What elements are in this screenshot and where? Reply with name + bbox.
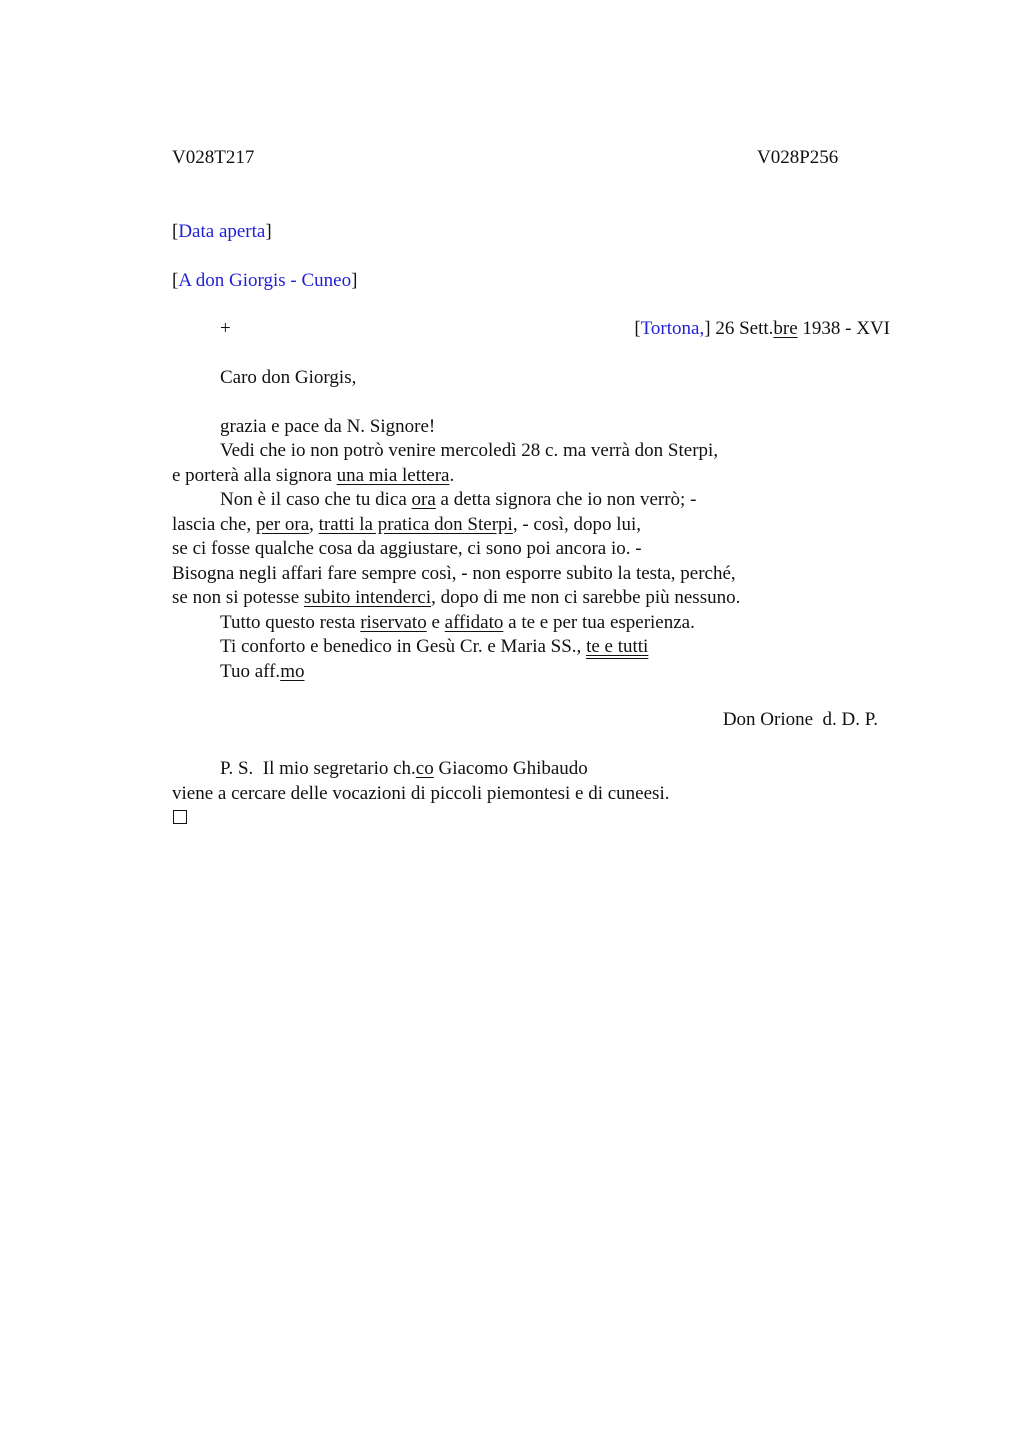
end-box-icon xyxy=(173,810,187,824)
body-line-7: Bisogna negli affari fare sempre così, - non esporre subito la testa, perché, xyxy=(172,563,736,584)
body-line-3-a: e porterà alla signora xyxy=(172,465,337,486)
body-line-9-underlined-1: riservato xyxy=(360,612,427,633)
postscript-line-1-b: Giacomo Ghibaudo xyxy=(433,758,588,779)
body-line-10 xyxy=(220,635,648,659)
dateline-date-sup: bre xyxy=(773,318,798,339)
body-line-5 xyxy=(172,513,641,537)
body-line-5-c: , - così, dopo lui, xyxy=(512,514,642,535)
body-line-8-a: se non si potesse xyxy=(172,587,304,608)
date-note-text: Data aperta xyxy=(178,221,266,242)
body-line-3-b: . xyxy=(449,465,455,486)
salutation: Caro don Giorgis, xyxy=(220,367,357,388)
postscript-line-1-underlined: co xyxy=(415,758,434,779)
postscript-line-2: viene a cercare delle vocazioni di piccoli piemontesi e di cuneesi. xyxy=(172,783,670,804)
recipient-note: [A don Giorgis - Cuneo] xyxy=(172,270,358,291)
dateline-date-post: 1938 - XVI xyxy=(802,318,890,339)
closing-line-a: Tuo aff. xyxy=(220,661,281,682)
body-line-9-b: e xyxy=(426,612,445,633)
body-line-5-a: lascia che, xyxy=(172,514,256,535)
closing-line xyxy=(220,660,304,684)
body-line-1: grazia e pace da N. Signore! xyxy=(220,416,436,437)
body-line-8-underlined: subito intenderci xyxy=(303,587,432,608)
dateline-date-pre: 26 Sett. xyxy=(715,318,774,339)
body-line-9 xyxy=(220,611,695,635)
dateline: [Tortona,] 26 Sett.bre 1938 - XVI xyxy=(634,318,890,339)
postscript-line-1 xyxy=(220,757,588,781)
signature: Don Orione d. D. P. xyxy=(722,709,878,730)
body-line-10-a: Ti conforto e benedico in Gesù Cr. e Maria SS., xyxy=(220,636,587,657)
body-line-4-underlined: ora xyxy=(411,489,436,510)
body-line-5-underlined-2: tratti la pratica don Sterpi xyxy=(318,514,513,535)
body-line-3-underlined: una mia lettera xyxy=(336,465,450,486)
closing-line-underlined: mo xyxy=(280,661,305,682)
body-line-6: se ci fosse qualche cosa da aggiustare, ci sono poi ancora io. - xyxy=(172,538,642,559)
date-note: [Data aperta] xyxy=(172,221,272,242)
body-line-8 xyxy=(172,586,740,610)
document-code-right: V028P256 xyxy=(757,147,839,168)
body-line-3 xyxy=(172,464,454,488)
body-line-10-double-underlined: te e tutti xyxy=(586,636,649,657)
body-line-5-underlined-1: per ora xyxy=(255,514,310,535)
body-line-4 xyxy=(220,488,696,512)
document-code-left: V028T217 xyxy=(172,147,255,168)
cross-mark: + xyxy=(220,318,231,339)
body-line-9-underlined-2: affidato xyxy=(444,612,504,633)
body-line-8-b: , dopo di me non ci sarebbe più nessuno. xyxy=(431,587,741,608)
body-line-9-a: Tutto questo resta xyxy=(220,612,361,633)
recipient-note-text: A don Giorgis - Cuneo xyxy=(178,270,352,291)
body-line-9-c: a te e per tua esperienza. xyxy=(503,612,695,633)
body-line-4-a: Non è il caso che tu dica xyxy=(220,489,412,510)
postscript-line-1-a: P. S. Il mio segretario ch. xyxy=(220,758,416,779)
body-line-5-b: , xyxy=(309,514,319,535)
body-line-2: Vedi che io non potrò venire mercoledì 28 c. ma verrà don Sterpi, xyxy=(220,440,719,461)
body-line-4-b: a detta signora che io non verrò; - xyxy=(435,489,697,510)
dateline-place: Tortona, xyxy=(640,318,705,339)
